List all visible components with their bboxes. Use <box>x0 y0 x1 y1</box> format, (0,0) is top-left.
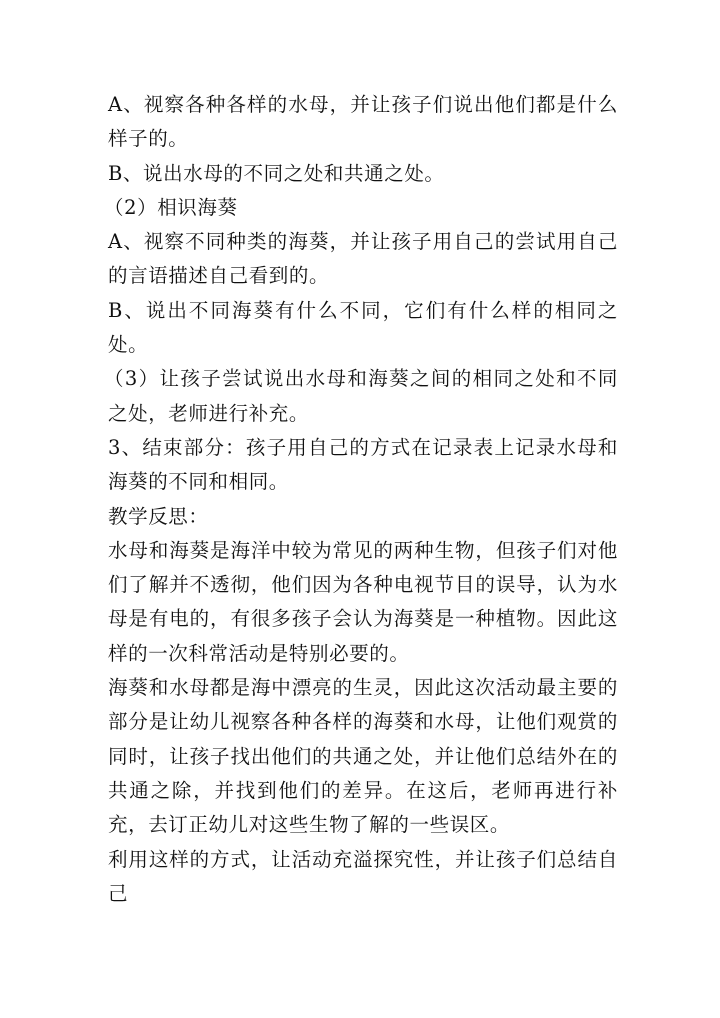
paragraph-ending-section: 3、结束部分：孩子用自己的方式在记录表上记录水母和海葵的不同和相同。 <box>108 435 618 494</box>
document-body <box>104 88 618 911</box>
paragraph-reflection-heading: 教学反思： <box>108 504 209 528</box>
paragraph-jellyfish-observe: A、视察各种各样的水母，并让孩子们说出他们都是什么样子的。 <box>108 93 618 151</box>
paragraph-compare-both: （3）让孩子尝试说出水母和海葵之间的相同之处和不同之处，老师进行补充。 <box>104 367 618 425</box>
paragraph-anemone-observe: A、视察不同种类的海葵，并让孩子用自己的尝试用自己的言语描述自己看到的。 <box>108 230 618 288</box>
paragraph-heading-anemone: （2）相识海葵 <box>104 195 238 219</box>
paragraph-reflection-1: 水母和海葵是海洋中较为常见的两种生物，但孩子们对他们了解并不透彻，他们因为各种电视节目的误导，认为水母是有电的，有很多孩子会认为海葵是一种植物。因此这样的一次科常活动是特别必要的。 <box>108 538 618 665</box>
paragraph-jellyfish-compare: B、说出水母的不同之处和共通之处。 <box>108 161 445 185</box>
paragraph-anemone-compare: B、说出不同海葵有什么不同，它们有什么样的相同之处。 <box>108 298 618 357</box>
paragraph-reflection-3: 利用这样的方式，让活动充溢探究性，并让孩子们总结自己 <box>108 847 618 905</box>
paragraph-reflection-2: 海葵和水母都是海中漂亮的生灵，因此这次活动最主要的部分是让幼儿视察各种各样的海葵和水母，让他们观赏的同时，让孩子找出他们的共通之处，并让他们总结外在的共通之除，并找到他们的差异。在这后，老师再进行补充，去订正幼儿对这些生物了解的一些误区。 <box>108 676 618 837</box>
